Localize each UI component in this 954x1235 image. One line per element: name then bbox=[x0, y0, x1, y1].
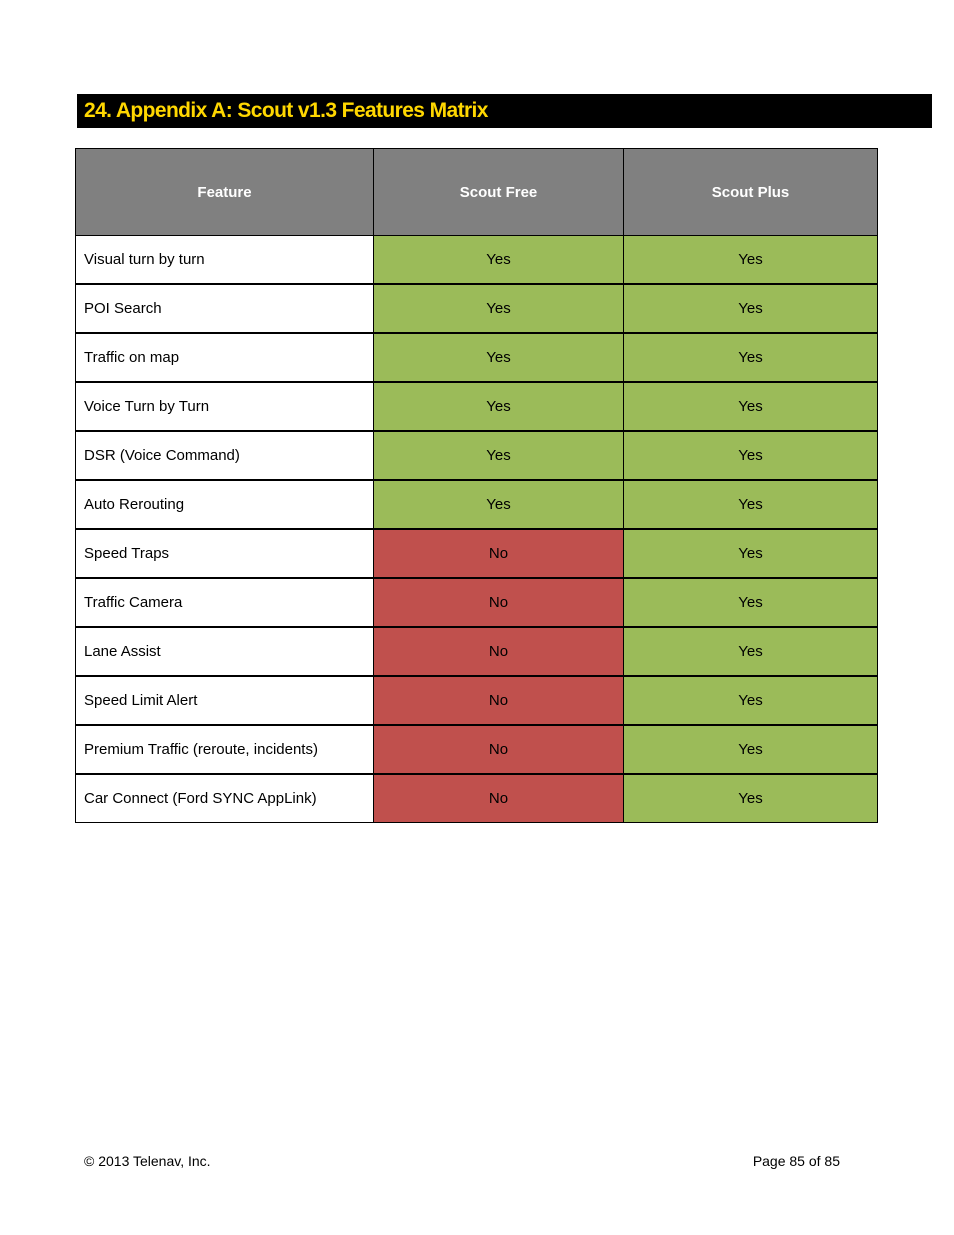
feature-name-cell: DSR (Voice Command) bbox=[76, 431, 374, 480]
feature-name-cell: Traffic Camera bbox=[76, 578, 374, 627]
table-row bbox=[76, 725, 878, 774]
scout-plus-status-cell: Yes bbox=[624, 236, 878, 285]
scout-plus-status-cell: Yes bbox=[624, 774, 878, 823]
scout-plus-status-cell: Yes bbox=[624, 529, 878, 578]
scout-free-status-cell: Yes bbox=[374, 480, 624, 529]
feature-name-cell: Traffic on map bbox=[76, 333, 374, 382]
section-title: 24. Appendix A: Scout v1.3 Features Matrix bbox=[84, 99, 488, 122]
scout-free-status-cell: Yes bbox=[374, 333, 624, 382]
feature-name-cell: POI Search bbox=[76, 284, 374, 333]
feature-name-cell: Auto Rerouting bbox=[76, 480, 374, 529]
feature-name-cell: Lane Assist bbox=[76, 627, 374, 676]
section-heading bbox=[77, 94, 932, 128]
footer-copyright: © 2013 Telenav, Inc. bbox=[84, 1153, 211, 1169]
scout-free-status-cell: No bbox=[374, 578, 624, 627]
table-row bbox=[76, 578, 878, 627]
table-row bbox=[76, 529, 878, 578]
table-row bbox=[76, 284, 878, 333]
scout-plus-status-cell: Yes bbox=[624, 382, 878, 431]
scout-free-status-cell: Yes bbox=[374, 284, 624, 333]
table-row bbox=[76, 333, 878, 382]
feature-name-cell: Visual turn by turn bbox=[76, 236, 374, 285]
feature-name-cell: Voice Turn by Turn bbox=[76, 382, 374, 431]
footer-page-number: Page 85 of 85 bbox=[752, 1153, 840, 1169]
table-header-row bbox=[76, 149, 878, 236]
scout-plus-status-cell: Yes bbox=[624, 627, 878, 676]
table-row bbox=[76, 431, 878, 480]
table-row bbox=[76, 382, 878, 431]
scout-free-status-cell: Yes bbox=[374, 236, 624, 285]
header-scout-free: Scout Free bbox=[374, 149, 624, 236]
scout-plus-status-cell: Yes bbox=[624, 480, 878, 529]
scout-plus-status-cell: Yes bbox=[624, 676, 878, 725]
header-scout-plus: Scout Plus bbox=[624, 149, 878, 236]
table-row bbox=[76, 627, 878, 676]
scout-plus-status-cell: Yes bbox=[624, 431, 878, 480]
table-row bbox=[76, 676, 878, 725]
header-feature: Feature bbox=[76, 149, 374, 236]
features-matrix-table bbox=[75, 148, 878, 823]
scout-plus-status-cell: Yes bbox=[624, 333, 878, 382]
scout-free-status-cell: Yes bbox=[374, 431, 624, 480]
feature-name-cell: Premium Traffic (reroute, incidents) bbox=[76, 725, 374, 774]
scout-free-status-cell: No bbox=[374, 627, 624, 676]
table-row bbox=[76, 236, 878, 285]
scout-free-status-cell: Yes bbox=[374, 382, 624, 431]
feature-name-cell: Speed Limit Alert bbox=[76, 676, 374, 725]
scout-plus-status-cell: Yes bbox=[624, 284, 878, 333]
feature-name-cell: Car Connect (Ford SYNC AppLink) bbox=[76, 774, 374, 823]
feature-name-cell: Speed Traps bbox=[76, 529, 374, 578]
scout-free-status-cell: No bbox=[374, 676, 624, 725]
table-body bbox=[76, 236, 878, 823]
scout-plus-status-cell: Yes bbox=[624, 578, 878, 627]
scout-free-status-cell: No bbox=[374, 529, 624, 578]
scout-plus-status-cell: Yes bbox=[624, 725, 878, 774]
table-row bbox=[76, 480, 878, 529]
table-row bbox=[76, 774, 878, 823]
scout-free-status-cell: No bbox=[374, 725, 624, 774]
scout-free-status-cell: No bbox=[374, 774, 624, 823]
